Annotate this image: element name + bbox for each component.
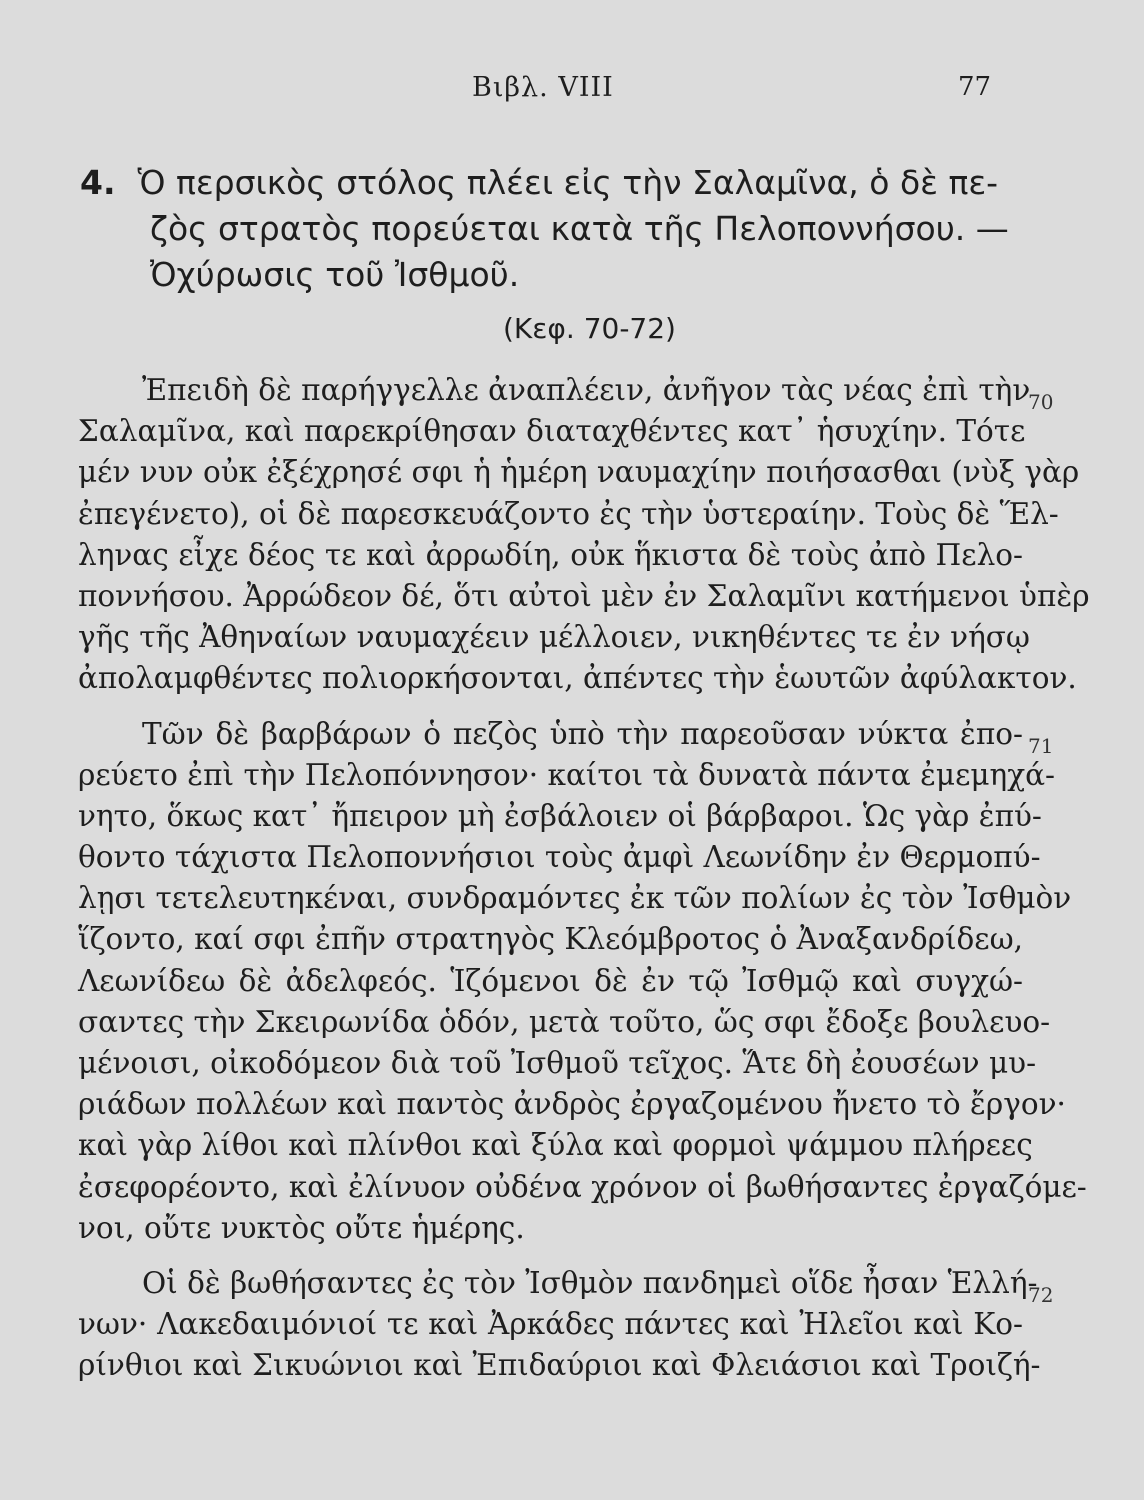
- text-line: ριάδων πολλέων καὶ παντὸς ἀνδρὸς ἐργαζομένου ἤνετο τὸ ἔργον·: [78, 1087, 1066, 1122]
- text-line: γῆς τῆς Ἀθηναίων ναυμαχέειν μέλλοιεν, νικηθέντες τε ἐν νήσῳ: [78, 620, 1030, 655]
- chapter-margin-number: 71: [1028, 733, 1054, 758]
- text-line: Λεωνίδεω δὲ ἀδελφεός. Ἱζόμενοι δὲ ἐν τῷ Ἰσθμῷ καὶ συγχώ-: [78, 963, 1023, 998]
- text-line: καὶ γὰρ λίθοι καὶ πλίνθοι καὶ ξύλα καὶ φορμοὶ ψάμμου πλήρεες: [78, 1128, 1033, 1163]
- text-line: Οἱ δὲ βωθήσαντες ἐς τὸν Ἰσθμὸν πανδημεὶ οἵδε ἦσαν Ἑλλή-: [142, 1265, 1038, 1300]
- text-line: ρεύετο ἐπὶ τὴν Πελοπόννησον· καίτοι τὰ δυνατὰ πάντα ἐμεμηχά-: [78, 757, 1056, 792]
- text-line: μένοισι, οἰκοδόμεον διὰ τοῦ Ἰσθμοῦ τεῖχος. Ἅτε δὴ ἐουσέων μυ-: [78, 1046, 1037, 1080]
- text-line: θοντο τάχιστα Πελοποννήσιοι τοὺς ἀμφὶ Λεωνίδην ἐν Θερμοπύ-: [78, 840, 1041, 875]
- text-line: νοι, οὔτε νυκτὸς οὔτε ἡμέρης.: [78, 1210, 525, 1245]
- section-title-line: Ὁ περσικὸς στόλος πλέει εἰς τὴν Σαλαμῖνα, ὁ δὲ πε-: [137, 163, 999, 202]
- page-number: 77: [958, 72, 992, 102]
- text-line: ἵζοντο, καί σφι ἐπῆν στρατηγὸς Κλεόμβροτος ὁ Ἀναξανδρίδεω,: [78, 922, 1023, 957]
- text-line: ληνας εἶχε δέος τε καὶ ἀρρωδίη, οὐκ ἥκιστα δὲ τοὺς ἀπὸ Πελο-: [78, 537, 1023, 572]
- chapter-margin-number: 72: [1028, 1282, 1054, 1307]
- text-line: ἐσεφορέοντο, καὶ ἐλίνυον οὐδένα χρόνον οἱ βωθήσαντες ἐργαζόμε-: [78, 1169, 1087, 1204]
- text-line: σαντες τὴν Σκειρωνίδα ὁδόν, μετὰ τοῦτο, ὥς σφι ἔδοξε βουλευο-: [78, 1004, 1051, 1039]
- running-title: Βιβλ. VIII: [472, 72, 614, 103]
- text-line: Τῶν δὲ βαρβάρων ὁ πεζὸς ὑπὸ τὴν παρεοῦσαν νύκτα ἐπο-: [142, 716, 1023, 751]
- paragraph: [78, 714, 1087, 1249]
- text-line: μέν νυν οὐκ ἐξέχρησέ σφι ἡ ἡμέρη ναυμαχίην ποιήσασθαι (νὺξ γὰρ: [78, 455, 1080, 490]
- text-line: ποννήσου. Ἀρρώδεον δέ, ὅτι αὐτοὶ μὲν ἐν Σαλαμῖνι κατήμενοι ὑπὲρ: [78, 578, 1090, 613]
- section-heading: [80, 160, 1020, 298]
- text-line: νων· Λακεδαιμόνιοί τε καὶ Ἀρκάδες πάντες καὶ Ἠλεῖοι καὶ Κο-: [78, 1307, 1023, 1342]
- section-title-line: Ὀχύρωσις τοῦ Ἰσθμοῦ.: [150, 255, 520, 294]
- paragraph: [78, 370, 1090, 700]
- text-line: ρίνθιοι καὶ Σικυώνιοι καὶ Ἐπιδαύριοι καὶ Φλειάσιοι καὶ Τροιζή-: [78, 1348, 1041, 1383]
- paragraph: [78, 1263, 1054, 1387]
- text-line: λῃσι τετελευτηκέναι, συνδραμόντες ἐκ τῶν πολίων ἐς τὸν Ἰσθμὸν: [78, 881, 1072, 916]
- text-line: ἐπεγένετο), οἱ δὲ παρεσκευάζοντο ἐς τὴν ὑστεραίην. Τοὺς δὲ Ἕλ-: [78, 496, 1059, 531]
- section-heading-line: [80, 160, 1020, 206]
- text-line: Σαλαμῖνα, καὶ παρεκρίθησαν διαταχθέντες κατ᾽ ἡσυχίην. Τότε: [78, 414, 1026, 449]
- chapter-margin-number: 70: [1028, 390, 1054, 414]
- section-number: 4.: [80, 163, 116, 202]
- running-header: [0, 72, 1144, 112]
- chapter-reference: (Κεφ. 70-72): [503, 312, 676, 345]
- text-line: νητο, ὅκως κατ᾽ ἤπειρον μὴ ἐσβάλοιεν οἱ βάρβαροι. Ὡς γὰρ ἐπύ-: [78, 798, 1042, 833]
- text-line: Ἐπειδὴ δὲ παρήγγελλε ἀναπλέειν, ἀνῆγον τὰς νέας ἐπὶ τὴν: [142, 373, 1031, 407]
- body-text: [78, 370, 1090, 1403]
- text-line: ἀπολαμφθέντες πολιορκήσονται, ἀπέντες τὴν ἑωυτῶν ἀφύλακτον.: [78, 661, 1077, 696]
- section-title-line: ζὸς στρατὸς πορεύεται κατὰ τῆς Πελοποννήσου. —: [150, 209, 1009, 248]
